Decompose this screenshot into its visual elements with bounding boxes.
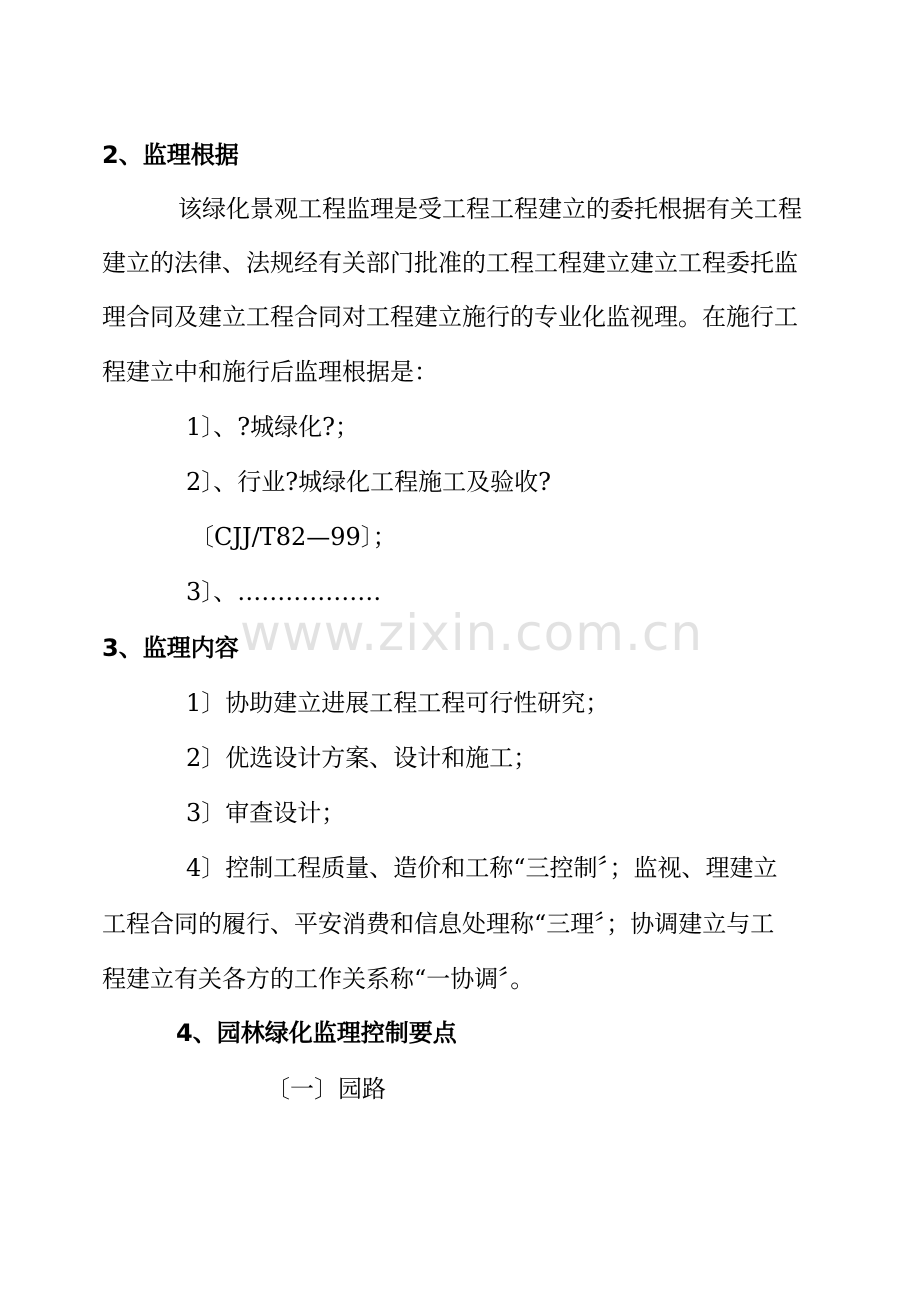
section-3-item-3: 3〕审查设计； [186,799,346,827]
section-3-item-2: 2〕优选设计方案、设计和施工； [186,744,538,772]
section-3-item-4-line-1: 4〕控制工程质量、造价和工称“三控制〞；监视、理建立 [186,854,778,882]
section-3-item-1: 1〕协助建立进展工程工程可行性研究； [186,689,610,717]
watermark: www.zixin.com.cn [240,604,704,662]
section-2-item-1: 1〕、?城绿化?； [186,413,360,441]
section-3-item-4-line-2: 工程合同的履行、平安消费和信息处理称“三理〞；协调建立与工 [102,910,775,938]
section-2-paragraph-line-1: 该绿化景观工程监理是受工程工程建立的委托根据有关工程 [178,195,802,223]
section-3-item-4-line-3: 程建立有关各方的工作关系称“一协调〞。 [102,965,535,993]
section-2-paragraph-line-2: 建立的法律、法规经有关部门批准的工程工程建立建立工程委托监 [102,249,798,277]
section-4-subheading-garden-road: 〔一〕园路 [266,1075,386,1103]
section-3-heading: 3、监理内容 [102,634,239,662]
section-2-item-3: 3〕、……………… [186,578,382,606]
section-2-item-2-standard: 〔CJJ/T82—99〕； [190,523,397,551]
section-2-item-2: 2〕、行业?城绿化工程施工及验收? [186,468,552,496]
section-4-heading: 4、园林绿化监理控制要点 [176,1019,457,1047]
section-2-heading: 2、监理根据 [102,141,239,169]
section-2-paragraph-line-3: 理合同及建立工程合同对工程建立施行的专业化监视理。在施行工 [102,303,798,331]
section-2-paragraph-line-4: 程建立中和施行后监理根据是： [102,358,438,386]
